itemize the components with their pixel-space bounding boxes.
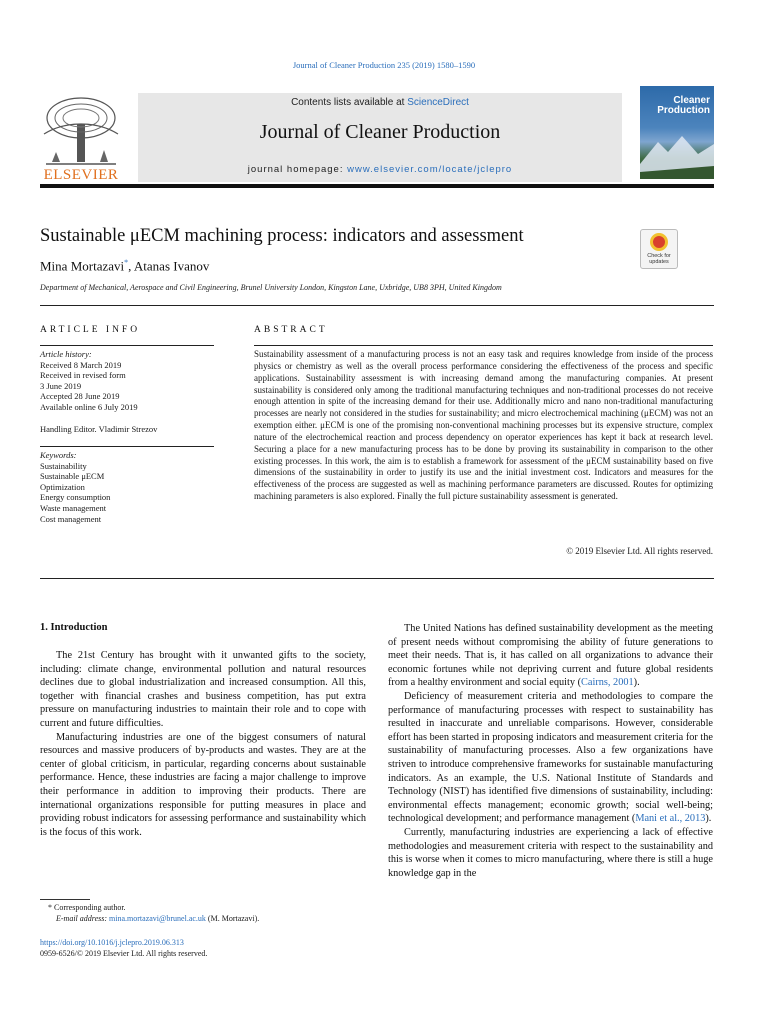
history-entry: Available online 6 July 2019 bbox=[40, 401, 138, 412]
header-rule bbox=[40, 184, 714, 188]
journal-title: Journal of Cleaner Production bbox=[259, 121, 501, 143]
issn-line: 0959-6526/© 2019 Elsevier Ltd. All rights reserved. bbox=[40, 948, 208, 958]
cover-title-line1: Cleaner bbox=[673, 95, 710, 106]
crossmark-button[interactable] bbox=[640, 229, 678, 269]
title-rule bbox=[40, 305, 714, 306]
paragraph-text: ). bbox=[633, 677, 640, 689]
paragraph-text: The United Nations has defined sustainability development as the meeting of present needs without compromising the ability of future generations to meet their needs. That is, it has called on all organizations to advance their economic fortunes while not depriving current and future global residents from a healthy environment and social equity ( bbox=[388, 623, 713, 689]
contents-line bbox=[138, 97, 622, 108]
email-link[interactable]: mina.mortazavi@brunel.ac.uk bbox=[109, 913, 206, 923]
email-owner: (M. Mortazavi). bbox=[205, 913, 260, 923]
history-entry: Accepted 28 June 2019 bbox=[40, 391, 120, 402]
abstract-text: Sustainability assessment of a manufacturing process is not an easy task and requires knowledge from inside of the process physics or chemistry as well as the overall process performance considering the effectiveness of the process and specific applications. Sustainability assessment is with increasing demand among the manufacturing companies. At present sustainability is considered only among the traditional manufacturing techniques and non-traditional processes do not receive enough attention in spite of the increasing demand for their use. Additionally micro and nano non-traditional manufacturing processes are nearly not considered in the studies for sustainability; and micro electrochemical machining (μECM) was not an exemption either. μECM is one of the promising non-conventional machining processes but its expensive structure, complex nature of the electrochemical reaction and process dependency on operator experiences has kept it back at research level. Securing a place for a new manufacturing process has to be done by proving its sustainability in comparison to the other existing processes. In this work, the aim is to establish a framework for assessment of the μECM sustainability based on five dimensions of the sustainability in order to justify its use and the initial investment cost. Indicators and measures for the effectiveness of the process are suggested as well as machining performance parameters are discussed. Routes for optimizing machining parameters is also explored. Finally the full picture sustainability assessment is generated. bbox=[254, 349, 713, 502]
body-left-column bbox=[40, 649, 366, 839]
body-paragraph bbox=[388, 622, 713, 690]
citation-link[interactable]: Mani et al., 2013 bbox=[635, 813, 706, 825]
homepage-link[interactable]: www.elsevier.com/locate/jclepro bbox=[347, 164, 513, 175]
keyword: Optimization bbox=[40, 481, 85, 492]
abstract-heading: ABSTRACT bbox=[254, 325, 328, 335]
keyword: Energy consumption bbox=[40, 492, 111, 503]
keywords-rule bbox=[40, 446, 214, 447]
history-entry: 3 June 2019 bbox=[40, 380, 82, 391]
footnote-email-line bbox=[40, 914, 370, 925]
abstract-rule bbox=[254, 345, 713, 346]
publisher-name: ELSEVIER bbox=[43, 167, 119, 183]
keyword: Sustainable μECM bbox=[40, 471, 105, 482]
keywords-label: Keywords: bbox=[40, 450, 77, 460]
keyword: Waste management bbox=[40, 502, 107, 513]
cover-title-line2: Production bbox=[657, 105, 710, 116]
doi-block bbox=[40, 938, 207, 959]
history-entry: Received in revised form bbox=[40, 370, 126, 381]
author-name: , Atanas Ivanov bbox=[128, 258, 210, 274]
sciencedirect-link[interactable]: ScienceDirect bbox=[407, 97, 469, 108]
journal-masthead bbox=[138, 93, 622, 182]
affiliation: Department of Mechanical, Aerospace and Civil Engineering, Brunel University London, Kingston Lane, Uxbridge, UB8 3PH, United Kingdom bbox=[40, 283, 502, 292]
footnote-corresponding bbox=[40, 903, 370, 914]
footnote bbox=[40, 903, 370, 924]
body-paragraph bbox=[388, 690, 713, 826]
keyword: Sustainability bbox=[40, 460, 87, 471]
paragraph-text: Deficiency of measurement criteria and methodologies to compare the performance of manufacturing processes with respect to sustainability has resulted in inaccurate and unreliable comparisons. However, considerable effort has been started in proposing indicators and measurement criteria for the sustainability of manufacturing processes. Also a few organizations have striven to introduce comprehensive frameworks for sustainable manufacturing indicators. As an example, the U.S. National Institute of Standards and Technology (NIST) has identified five dimensions of sustainability, including: environmental effects management; economic growth; social well-being; technological development; and performance management ( bbox=[388, 690, 713, 825]
keywords-block bbox=[40, 450, 214, 524]
corresponding-author-mark[interactable]: * bbox=[124, 258, 129, 267]
handling-editor: Handling Editor. Vladimir Strezov bbox=[40, 423, 158, 434]
email-label: E-mail address: bbox=[56, 913, 110, 923]
homepage-prefix: journal homepage: bbox=[247, 164, 348, 175]
cover-title bbox=[640, 96, 714, 116]
paragraph-text: ). bbox=[705, 813, 712, 825]
abstract-copyright: © 2019 Elsevier Ltd. All rights reserved. bbox=[566, 546, 713, 556]
body-paragraph: Currently, manufacturing industries are experiencing a lack of effective methodologies and measurement criteria with respect to the sustainability and this is worse when it comes to micro manufacturing, where there is still a huge knowledge gap in the bbox=[388, 826, 713, 879]
author-name: Mina Mortazavi bbox=[40, 258, 125, 274]
body-paragraph: The 21st Century has brought with it unwanted gifts to the society, including: climate change, environmental pollution and natural resources declines due to global industrialization and increased consumption. All this, together with financial crashes and business competition, has put extra pressure on manufacturing industries to maintain their role and to cope with current and future difficulties. bbox=[40, 650, 366, 729]
history-label: Article history: bbox=[40, 349, 92, 359]
homepage-line bbox=[138, 164, 622, 175]
article-info-rule bbox=[40, 345, 214, 346]
citation-link[interactable]: Cairns, 2001 bbox=[581, 677, 634, 689]
article-title: Sustainable μECM machining process: indicators and assessment bbox=[40, 226, 524, 246]
history-entry: Received 8 March 2019 bbox=[40, 359, 122, 370]
footnote-mark: * bbox=[48, 903, 52, 912]
abstract-bottom-rule bbox=[40, 578, 714, 579]
crossmark-label: Check for updates bbox=[647, 253, 671, 265]
body-right-column bbox=[388, 622, 713, 880]
contents-prefix: Contents lists available at bbox=[291, 97, 408, 108]
crossmark-icon bbox=[650, 233, 668, 251]
journal-citation-link[interactable]: Journal of Cleaner Production 235 (2019) 1580–1590 bbox=[292, 60, 476, 70]
mountain-icon bbox=[640, 134, 714, 179]
journal-cover-image bbox=[640, 86, 714, 179]
section-heading-introduction: 1. Introduction bbox=[40, 622, 108, 633]
article-info-heading: ARTICLE INFO bbox=[40, 325, 141, 335]
author-list bbox=[40, 258, 209, 274]
footnote-rule bbox=[40, 899, 90, 900]
article-history bbox=[40, 349, 214, 434]
keyword: Cost management bbox=[40, 513, 102, 524]
doi-link[interactable]: https://doi.org/10.1016/j.jclepro.2019.06.313 bbox=[40, 938, 184, 947]
footnote-text: Corresponding author. bbox=[52, 903, 126, 912]
body-paragraph: Manufacturing industries are one of the biggest consumers of natural resources and massive producers of by-products and wastes. They are at the center of global criticism, in particular, regarding concerns about sustainable performance. Hence, these industries are facing a major challenge to improve their performance in addition to improving their products. There are international organizations responsible for putting measures in place and providing robust indicators for assessing performance and sustainability which is the focus of this work. bbox=[40, 731, 366, 838]
